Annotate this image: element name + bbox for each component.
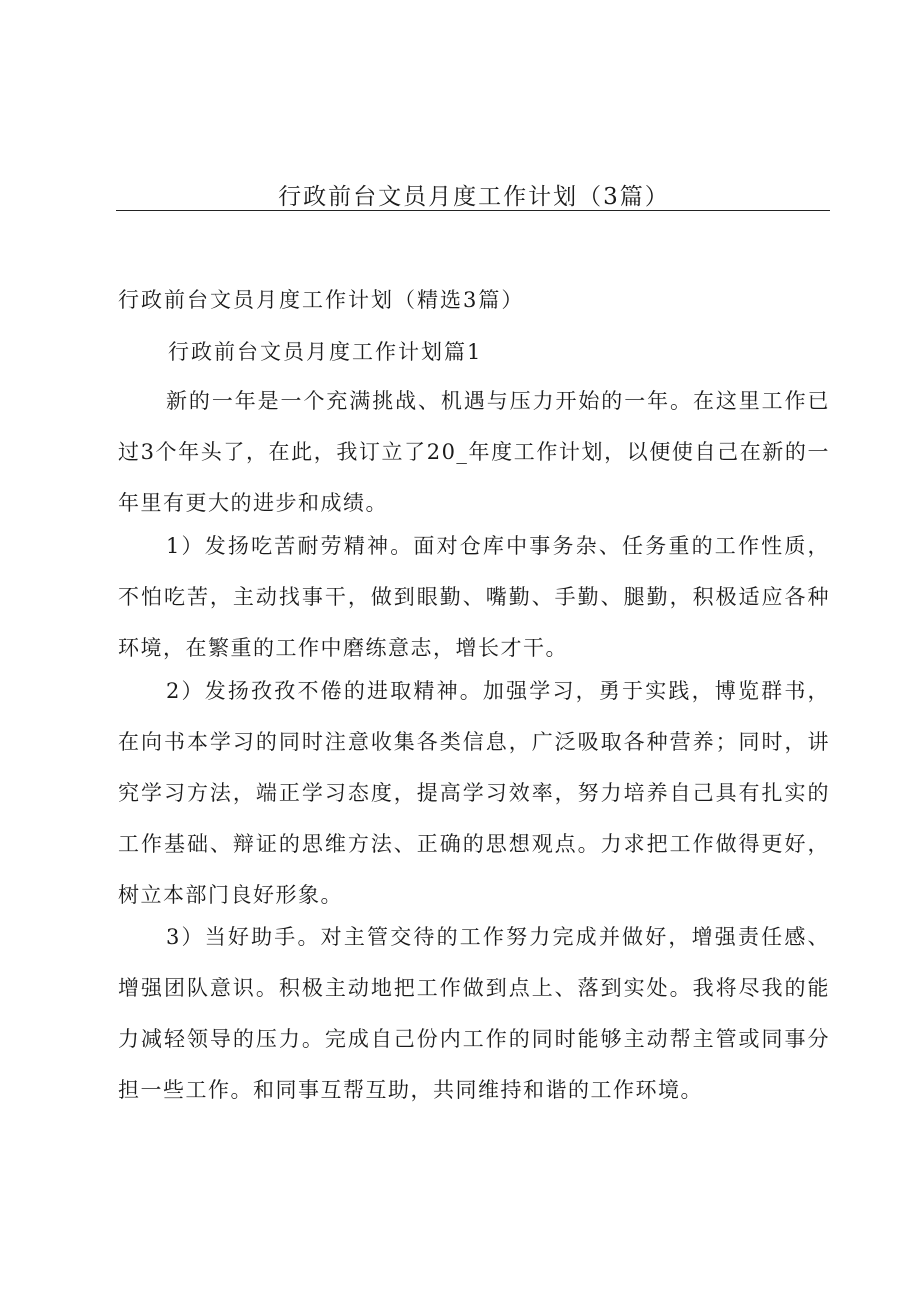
paragraph-item-3: 3）当好助手。对主管交待的工作努力完成并做好，增强责任感、增强团队意识。积极主动地把工作做到点上、落到实处。我将尽我的能力减轻领导的压力。完成自己份内工作的同时能够主动帮主管或同事分担一些工作。和同事互帮互助，共同维持和谐的工作环境。	[118, 925, 830, 1102]
title-underline	[116, 210, 830, 211]
section-heading: 行政前台文员月度工作计划篇1	[168, 340, 483, 364]
document-subtitle: 行政前台文员月度工作计划（精选3篇）	[118, 288, 525, 312]
paragraph-item-2: 2）发扬孜孜不倦的进取精神。加强学习，勇于实践，博览群书，在向书本学习的同时注意收集各类信息，广泛吸取各种营养；同时，讲究学习方法，端正学习态度，提高学习效率，努力培养自己具有扎实的工作基础、辩证的思维方法、正确的思想观点。力求把工作做得更好，树立本部门良好形象。	[118, 679, 830, 907]
document-title: 行政前台文员月度工作计划（3篇）	[278, 184, 670, 210]
paragraph-item-1: 1）发扬吃苦耐劳精神。面对仓库中事务杂、任务重的工作性质，不怕吃苦，主动找事干，做到眼勤、嘴勤、手勤、腿勤，积极适应各种环境，在繁重的工作中磨练意志，增长才干。	[118, 534, 830, 660]
paragraph-intro: 新的一年是一个充满挑战、机遇与压力开始的一年。在这里工作已过3个年头了，在此，我订立了20_年度工作计划，以便使自己在新的一年里有更大的进步和成绩。	[118, 389, 830, 515]
